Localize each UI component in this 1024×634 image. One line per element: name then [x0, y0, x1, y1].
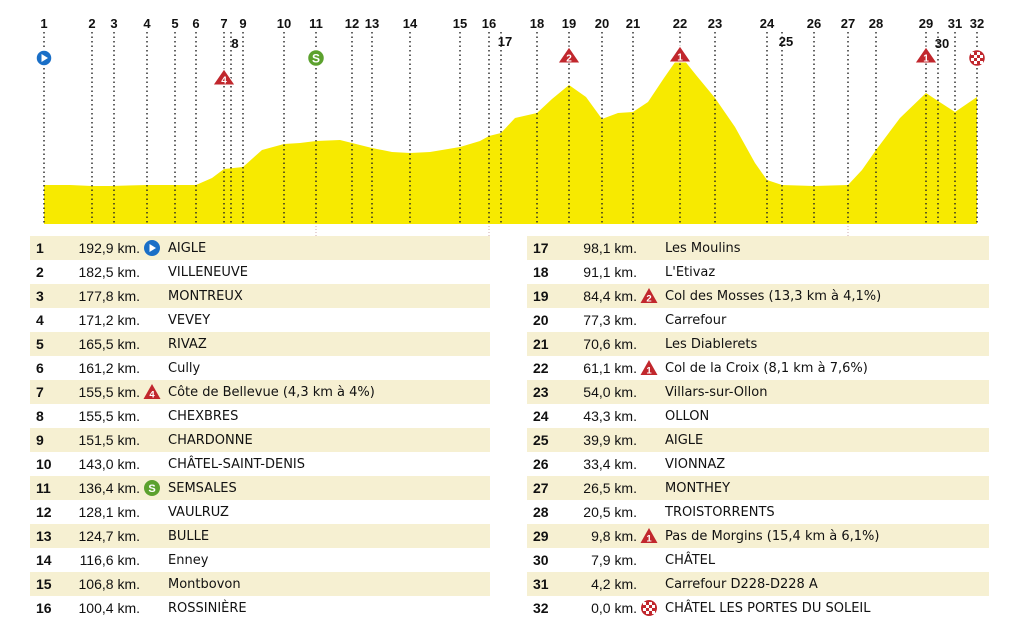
waypoint-distance: 177,8 km. — [78, 288, 140, 304]
waypoint-table-right — [527, 236, 989, 620]
climb-cat-4-icon — [143, 383, 161, 401]
waypoint-place: AIGLE — [168, 240, 207, 256]
waypoint-distance: 136,4 km. — [78, 480, 140, 496]
waypoint-label-14: 14 — [402, 16, 418, 31]
waypoint-place: Cully — [168, 360, 201, 376]
waypoint-number: 19 — [533, 288, 549, 304]
waypoint-distance: 143,0 km. — [78, 456, 140, 472]
waypoint-label-21: 21 — [625, 16, 641, 31]
waypoint-distance: 20,5 km. — [583, 504, 637, 520]
waypoint-row — [527, 428, 989, 452]
start-icon — [143, 239, 161, 257]
climb-cat-2-icon — [558, 47, 580, 65]
waypoint-place: MONTHEY — [665, 480, 731, 496]
waypoint-table-left — [30, 236, 490, 620]
waypoint-number: 18 — [533, 264, 549, 280]
waypoint-place: Col de la Croix (8,1 km à 7,6%) — [665, 360, 868, 376]
waypoint-label-19: 19 — [561, 16, 577, 31]
waypoint-label-16: 16 — [481, 16, 497, 31]
waypoint-distance: 155,5 km. — [78, 384, 140, 400]
waypoint-distance: 192,9 km. — [78, 240, 140, 256]
waypoint-icon-slot — [637, 527, 661, 545]
waypoint-place: Villars-sur-Ollon — [665, 384, 768, 400]
waypoint-place: VAULRUZ — [168, 504, 229, 520]
waypoint-label-1: 1 — [40, 16, 48, 31]
waypoint-row — [527, 284, 989, 308]
waypoint-number: 6 — [36, 360, 44, 376]
waypoint-number: 2 — [36, 264, 44, 280]
waypoint-distance: 155,5 km. — [78, 408, 140, 424]
waypoint-number: 8 — [36, 408, 44, 424]
waypoint-row — [527, 380, 989, 404]
waypoint-row — [30, 332, 490, 356]
waypoint-distance: 39,9 km. — [583, 432, 637, 448]
waypoint-distance: 0,0 km. — [591, 600, 637, 616]
waypoint-place: CHARDONNE — [168, 432, 253, 448]
waypoint-icon-slot — [637, 359, 661, 377]
waypoint-distance: 7,9 km. — [591, 552, 637, 568]
waypoint-row — [30, 452, 490, 476]
waypoint-place: RIVAZ — [168, 336, 207, 352]
waypoint-place: L'Etivaz — [665, 264, 716, 280]
waypoint-number: 28 — [533, 504, 549, 520]
waypoint-place: VIONNAZ — [665, 456, 726, 472]
climb-cat-1-icon — [915, 47, 937, 65]
waypoint-place: CHÂTEL LES PORTES DU SOLEIL — [665, 600, 871, 616]
waypoint-distance: 106,8 km. — [78, 576, 140, 592]
waypoint-label-23: 23 — [707, 16, 723, 31]
waypoint-distance: 54,0 km. — [583, 384, 637, 400]
elevation-area — [44, 52, 977, 224]
waypoint-number: 29 — [533, 528, 549, 544]
waypoint-number: 14 — [36, 552, 52, 568]
waypoint-label-12: 12 — [344, 16, 360, 31]
waypoint-row — [30, 308, 490, 332]
waypoint-place: VILLENEUVE — [168, 264, 248, 280]
waypoint-number: 27 — [533, 480, 549, 496]
waypoint-place: CHÂTEL-SAINT-DENIS — [168, 456, 306, 472]
waypoint-row — [30, 428, 490, 452]
waypoint-distance: 33,4 km. — [583, 456, 637, 472]
waypoint-place: Côte de Bellevue (4,3 km à 4%) — [168, 384, 375, 400]
waypoint-place: TROISTORRENTS — [665, 504, 775, 520]
start-marker-icon — [36, 50, 52, 66]
waypoint-label-32: 32 — [969, 16, 985, 31]
waypoint-number: 22 — [533, 360, 549, 376]
waypoint-place: Enney — [168, 552, 209, 568]
waypoint-row — [527, 236, 989, 260]
waypoint-number: 17 — [533, 240, 549, 256]
elevation-profile — [0, 0, 1024, 240]
waypoint-place: Col des Mosses (13,3 km à 4,1%) — [665, 288, 882, 304]
waypoint-label-22: 22 — [672, 16, 688, 31]
waypoint-number: 9 — [36, 432, 44, 448]
waypoint-label-15: 15 — [452, 16, 468, 31]
waypoint-number: 3 — [36, 288, 44, 304]
waypoint-distance: 4,2 km. — [591, 576, 637, 592]
waypoint-place: Carrefour D228-D228 A — [665, 576, 818, 592]
waypoint-distance: 91,1 km. — [583, 264, 637, 280]
waypoint-number: 32 — [533, 600, 549, 616]
waypoint-icon-slot — [140, 383, 164, 401]
waypoint-distance: 43,3 km. — [583, 408, 637, 424]
waypoint-label-20: 20 — [594, 16, 610, 31]
waypoint-place: CHEXBRES — [168, 408, 239, 424]
waypoint-distance: 100,4 km. — [78, 600, 140, 616]
waypoint-label-29: 29 — [918, 16, 934, 31]
waypoint-place: ROSSINIÈRE — [168, 600, 247, 616]
waypoint-distance: 124,7 km. — [78, 528, 140, 544]
waypoint-row — [30, 524, 490, 548]
waypoint-number: 23 — [533, 384, 549, 400]
waypoint-label-11: 11 — [309, 16, 323, 31]
waypoint-distance: 165,5 km. — [78, 336, 140, 352]
climb-cat-1-icon — [640, 359, 658, 377]
waypoint-number: 21 — [533, 336, 549, 352]
waypoint-distance: 151,5 km. — [78, 432, 140, 448]
waypoint-row — [527, 476, 989, 500]
waypoint-number: 4 — [36, 312, 44, 328]
waypoint-number: 25 — [533, 432, 549, 448]
waypoint-place: BULLE — [168, 528, 210, 544]
waypoint-place: VEVEY — [168, 312, 211, 328]
waypoint-number: 1 — [36, 240, 44, 256]
waypoint-row — [30, 260, 490, 284]
waypoint-place: Carrefour — [665, 312, 727, 328]
waypoint-number: 12 — [36, 504, 52, 520]
waypoint-place: OLLON — [665, 408, 710, 424]
waypoint-place: CHÂTEL — [665, 552, 716, 568]
waypoint-number: 16 — [36, 600, 52, 616]
waypoint-label-18: 18 — [529, 16, 545, 31]
waypoint-icon-slot — [140, 479, 164, 497]
waypoint-label-9: 9 — [239, 16, 247, 31]
waypoint-number: 13 — [36, 528, 52, 544]
waypoint-distance: 84,4 km. — [583, 288, 637, 304]
climb-cat-1-icon — [640, 527, 658, 545]
svg-text:1: 1 — [646, 533, 652, 545]
waypoint-row — [527, 260, 989, 284]
waypoint-number: 5 — [36, 336, 44, 352]
waypoint-label-27: 27 — [840, 16, 856, 31]
waypoint-number: 11 — [36, 480, 51, 496]
svg-text:1: 1 — [923, 53, 929, 65]
waypoint-label-13: 13 — [364, 16, 380, 31]
waypoint-row — [30, 572, 490, 596]
waypoint-row — [30, 596, 490, 620]
waypoint-label-4: 4 — [143, 16, 151, 31]
waypoint-row — [527, 332, 989, 356]
waypoint-distance: 26,5 km. — [583, 480, 637, 496]
waypoint-row — [30, 356, 490, 380]
svg-text:4: 4 — [221, 75, 227, 87]
waypoint-row — [527, 596, 989, 620]
finish-marker-icon — [969, 50, 986, 67]
waypoint-label-6: 6 — [192, 16, 200, 31]
waypoint-distance: 171,2 km. — [78, 312, 140, 328]
svg-text:S: S — [148, 483, 156, 495]
waypoint-row — [30, 404, 490, 428]
svg-text:1: 1 — [646, 365, 652, 377]
waypoint-number: 31 — [533, 576, 549, 592]
svg-text:2: 2 — [566, 53, 572, 65]
waypoint-number: 30 — [533, 552, 549, 568]
waypoint-label-3: 3 — [110, 16, 118, 31]
waypoint-distance: 161,2 km. — [78, 360, 140, 376]
climb-cat-2-icon — [640, 287, 658, 305]
waypoint-distance: 9,8 km. — [591, 528, 637, 544]
sprint-icon — [143, 479, 161, 497]
waypoint-row — [30, 548, 490, 572]
waypoint-number: 24 — [533, 408, 549, 424]
svg-text:1: 1 — [677, 52, 683, 64]
waypoint-place: Montbovon — [168, 576, 241, 592]
waypoint-row — [527, 356, 989, 380]
waypoint-distance: 128,1 km. — [78, 504, 140, 520]
waypoint-distance: 182,5 km. — [78, 264, 140, 280]
svg-text:S: S — [311, 51, 321, 66]
waypoint-row — [527, 548, 989, 572]
waypoint-place: Pas de Morgins (15,4 km à 6,1%) — [665, 528, 880, 544]
waypoint-number: 26 — [533, 456, 549, 472]
waypoint-row — [30, 236, 490, 260]
waypoint-number: 20 — [533, 312, 549, 328]
waypoint-label-30: 30 — [934, 36, 950, 51]
waypoint-label-10: 10 — [276, 16, 292, 31]
waypoint-row — [30, 380, 490, 404]
waypoint-place: Les Diablerets — [665, 336, 758, 352]
waypoint-place: SEMSALES — [168, 480, 237, 496]
sprint-marker-icon — [308, 50, 325, 67]
climb-cat-1-icon — [669, 46, 691, 64]
waypoint-distance: 70,6 km. — [583, 336, 637, 352]
waypoint-distance: 98,1 km. — [583, 240, 637, 256]
waypoint-label-5: 5 — [171, 16, 179, 31]
svg-text:4: 4 — [149, 389, 155, 401]
waypoint-row — [30, 284, 490, 308]
waypoint-place: MONTREUX — [168, 288, 243, 304]
waypoint-icon-slot — [637, 599, 661, 617]
waypoint-distance: 61,1 km. — [583, 360, 637, 376]
waypoint-row — [30, 500, 490, 524]
waypoint-number: 15 — [36, 576, 52, 592]
svg-text:2: 2 — [646, 293, 652, 305]
waypoint-label-31: 31 — [947, 16, 963, 31]
waypoint-row — [527, 524, 989, 548]
waypoint-icon-slot — [140, 239, 164, 257]
waypoint-number: 7 — [36, 384, 44, 400]
waypoint-label-17: 17 — [497, 34, 513, 49]
waypoint-label-24: 24 — [759, 16, 775, 31]
waypoint-row — [527, 572, 989, 596]
waypoint-row — [527, 500, 989, 524]
waypoint-row — [30, 476, 490, 500]
waypoint-distance: 116,6 km. — [79, 552, 140, 568]
waypoint-label-25: 25 — [778, 34, 794, 49]
waypoint-number: 10 — [36, 456, 52, 472]
waypoint-label-28: 28 — [868, 16, 884, 31]
waypoint-row — [527, 404, 989, 428]
waypoint-label-2: 2 — [88, 16, 96, 31]
waypoint-label-26: 26 — [806, 16, 822, 31]
waypoint-row — [527, 308, 989, 332]
waypoint-label-7: 7 — [220, 16, 228, 31]
waypoint-icon-slot — [637, 287, 661, 305]
waypoint-row — [527, 452, 989, 476]
waypoint-place: Les Moulins — [665, 240, 741, 256]
finish-icon — [640, 599, 658, 617]
waypoint-place: AIGLE — [665, 432, 704, 448]
waypoint-distance: 77,3 km. — [583, 312, 637, 328]
waypoint-label-8: 8 — [231, 36, 239, 51]
